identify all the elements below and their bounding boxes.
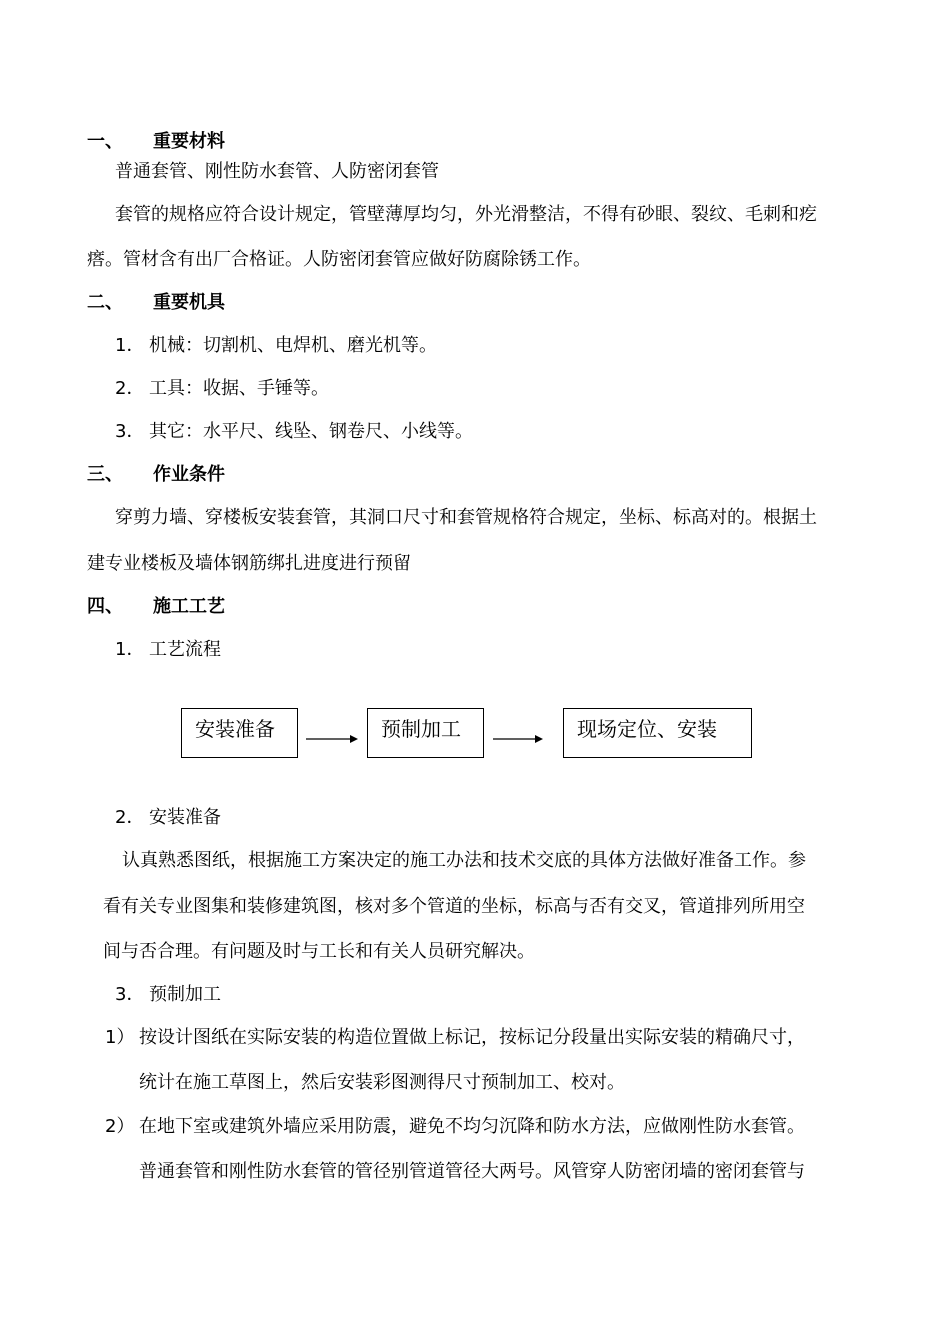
list-number: 3． — [115, 421, 145, 442]
subsection-heading — [115, 638, 221, 662]
list-item — [115, 377, 329, 401]
flow-arrow-icon — [306, 732, 358, 746]
subsection-number: 2． — [115, 807, 145, 828]
section-title: 重要材料 — [153, 131, 225, 152]
list-text: 其它：水平尺、线坠、钢卷尺、小线等。 — [149, 421, 473, 442]
list-text: 机械：切割机、电焊机、磨光机等。 — [149, 335, 437, 356]
section-number: 二、 — [87, 292, 123, 313]
flow-arrow-icon — [493, 732, 543, 746]
subsection-title: 预制加工 — [149, 984, 221, 1005]
subsection-number: 3． — [115, 984, 145, 1005]
paragraph: 穿剪力墙、穿楼板安装套管，其洞口尺寸和套管规格符合规定，坐标、标高对的。根据土 — [115, 507, 817, 528]
section-number: 四、 — [87, 596, 123, 617]
list-number: 2． — [115, 378, 145, 399]
paragraph: 瘩。管材含有出厂合格证。人防密闭套管应做好防腐除锈工作。 — [87, 249, 591, 270]
section-1-heading — [87, 130, 225, 154]
subsection-heading — [115, 806, 221, 830]
section-number: 一、 — [87, 131, 123, 152]
paragraph: 间与否合理。有问题及时与工长和有关人员研究解决。 — [103, 941, 535, 962]
subsection-title: 安装准备 — [149, 807, 221, 828]
section-2-heading — [87, 291, 225, 315]
section-title: 重要机具 — [153, 292, 225, 313]
section-title: 作业条件 — [153, 464, 225, 485]
subsection-title: 工艺流程 — [149, 639, 221, 660]
list-text: 工具：收据、手锤等。 — [149, 378, 329, 399]
numbered-item-text: 按设计图纸在实际安装的构造位置做上标记，按标记分段量出实际安装的精确尺寸， — [139, 1027, 805, 1048]
section-title: 施工工艺 — [153, 596, 225, 617]
list-number: 1． — [115, 335, 145, 356]
subsection-heading — [115, 983, 221, 1007]
flow-step-box: 现场定位、安装 — [563, 708, 752, 758]
flow-step-box: 安装准备 — [181, 708, 298, 758]
flow-step-box: 预制加工 — [367, 708, 484, 758]
paragraph: 认真熟悉图纸，根据施工方案决定的施工办法和技术交底的具体方法做好准备工作。参 — [122, 850, 806, 871]
list-item — [115, 334, 437, 358]
paragraph: 建专业楼板及墙体钢筋绑扎进度进行预留 — [87, 553, 411, 574]
numbered-item-number: 1） — [105, 1027, 135, 1048]
section-4-heading — [87, 595, 225, 619]
numbered-item-text: 统计在施工草图上，然后安装彩图测得尺寸预制加工、校对。 — [139, 1072, 625, 1093]
subsection-number: 1． — [115, 639, 145, 660]
paragraph: 套管的规格应符合设计规定，管壁薄厚均匀，外光滑整洁，不得有砂眼、裂纹、毛刺和疙 — [115, 204, 817, 225]
paragraph: 普通套管、刚性防水套管、人防密闭套管 — [115, 161, 439, 182]
numbered-item-text: 在地下室或建筑外墙应采用防震，避免不均匀沉降和防水方法，应做刚性防水套管。 — [139, 1116, 805, 1137]
section-3-heading — [87, 463, 225, 487]
list-item — [115, 420, 473, 444]
numbered-item-number: 2） — [105, 1116, 135, 1137]
section-number: 三、 — [87, 464, 123, 485]
numbered-item-text: 普通套管和刚性防水套管的管径别管道管径大两号。风管穿人防密闭墙的密闭套管与 — [139, 1161, 805, 1182]
paragraph: 看有关专业图集和装修建筑图，核对多个管道的坐标，标高与否有交叉，管道排列所用空 — [103, 896, 805, 917]
